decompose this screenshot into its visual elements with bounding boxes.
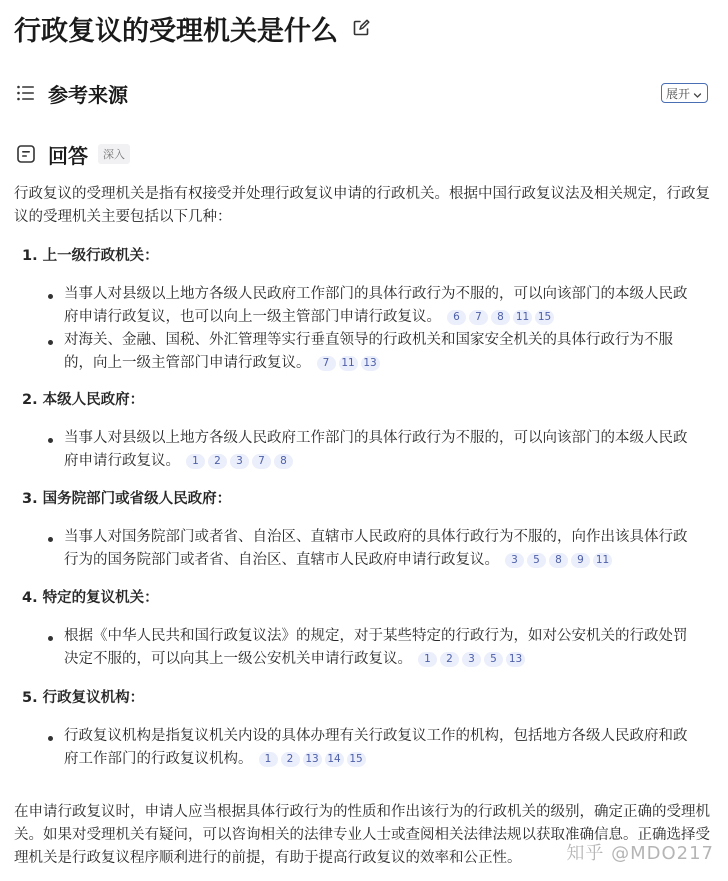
- section-heading: 1. 上一级行政机关：: [22, 248, 159, 264]
- answer-header: [16, 139, 130, 169]
- citation-group: [317, 355, 383, 371]
- citation-badge[interactable]: 7: [317, 356, 336, 371]
- section-heading: 4. 特定的复议机关：: [22, 590, 159, 606]
- citation-group: [418, 651, 528, 667]
- citation-group: [186, 453, 296, 469]
- list-item: 对海关、金融、国税、外汇管理等实行垂直领导的行政机关和国家安全机关的具体行政行为不服的，向上一级主管部门申请行政复议。 7 11 13: [64, 332, 673, 371]
- list-item: 根据《中华人民共和国行政复议法》的规定，对于某些特定的行政行为，如对公安机关的行政处罚决定不服的，可以向其上一级公安机关申请行政复议。 1 2 3 5 13: [64, 628, 688, 667]
- citation-badge[interactable]: 5: [484, 652, 503, 667]
- citation-group: [505, 552, 615, 568]
- list-item: 当事人对县级以上地方各级人民政府工作部门的具体行政行为不服的，可以向该部门的本级人民政府申请行政复议。 1 2 3 7 8: [64, 430, 688, 469]
- page-title: 行政复议的受理机关是什么: [14, 15, 338, 47]
- deep-tag: 深入: [98, 144, 130, 164]
- expand-label: 展开: [665, 86, 690, 101]
- citation-badge[interactable]: 3: [505, 553, 524, 568]
- citation-group: [447, 309, 557, 325]
- citation-badge[interactable]: 6: [447, 310, 466, 325]
- citation-group: [259, 751, 369, 767]
- expand-button[interactable]: [661, 83, 708, 103]
- title-row: [14, 8, 370, 48]
- section-heading: 3. 国务院部门或省级人民政府：: [22, 491, 232, 507]
- citation-badge[interactable]: 15: [347, 752, 366, 767]
- citation-badge[interactable]: 2: [281, 752, 300, 767]
- citation-badge[interactable]: 3: [230, 454, 249, 469]
- list-item: 当事人对国务院部门或者省、自治区、直辖市人民政府的具体行政行为不服的，向作出该具体行政行为的国务院部门或者省、自治区、直辖市人民政府申请行政复议。 3 5 8 9 11: [64, 529, 688, 568]
- citation-badge[interactable]: 5: [527, 553, 546, 568]
- citation-badge[interactable]: 3: [462, 652, 481, 667]
- section-heading: 5. 行政复议机构：: [22, 690, 145, 706]
- citation-badge[interactable]: 8: [549, 553, 568, 568]
- citation-badge[interactable]: 11: [339, 356, 358, 371]
- list-icon: [16, 83, 36, 103]
- citation-badge[interactable]: 9: [571, 553, 590, 568]
- document-icon: [16, 144, 36, 164]
- sources-header: [16, 78, 710, 108]
- citation-badge[interactable]: 1: [418, 652, 437, 667]
- section-heading: 2. 本级人民政府：: [22, 392, 145, 408]
- citation-badge[interactable]: 11: [513, 310, 532, 325]
- citation-badge[interactable]: 2: [208, 454, 227, 469]
- answer-title: 回答: [48, 143, 88, 168]
- citation-badge[interactable]: 13: [303, 752, 322, 767]
- answer-conclusion: 在申请行政复议时，申请人应当根据具体行政行为的性质和作出该行为的行政机关的级别，确定正确的受理机关。如果对受理机关有疑问，可以咨询相关的法律专业人士或查阅相关法律法规以获取准确信息。正确选择受理机关是行政复议程序顺利进行的前提，有助于提高行政复议的效率和公正性。: [14, 804, 710, 866]
- list-item: 当事人对县级以上地方各级人民政府工作部门的具体行政行为不服的，可以向该部门的本级人民政府申请行政复议，也可以向上一级主管部门申请行政复议。 6 7 8 11 15: [64, 286, 688, 325]
- chevron-down-icon: [693, 89, 702, 98]
- list-item: 行政复议机构是指复议机关内设的具体办理有关行政复议工作的机构，包括地方各级人民政府和政府工作部门的行政复议机构。 1 2 13 14 15: [64, 728, 688, 767]
- citation-badge[interactable]: 8: [274, 454, 293, 469]
- citation-badge[interactable]: 7: [252, 454, 271, 469]
- watermark: 知乎 @MDO217: [566, 843, 714, 864]
- citation-badge[interactable]: 13: [506, 652, 525, 667]
- sources-title: 参考来源: [48, 82, 128, 107]
- citation-badge[interactable]: 13: [361, 356, 380, 371]
- citation-badge[interactable]: 1: [259, 752, 278, 767]
- citation-badge[interactable]: 7: [469, 310, 488, 325]
- citation-badge[interactable]: 14: [325, 752, 344, 767]
- citation-badge[interactable]: 11: [593, 553, 612, 568]
- citation-badge[interactable]: 2: [440, 652, 459, 667]
- edit-icon[interactable]: [352, 19, 370, 37]
- answer-intro: 行政复议的受理机关是指有权接受并处理行政复议申请的行政机关。根据中国行政复议法及相关规定，行政复议的受理机关主要包括以下几种：: [14, 186, 710, 225]
- citation-badge[interactable]: 1: [186, 454, 205, 469]
- citation-badge[interactable]: 15: [535, 310, 554, 325]
- citation-badge[interactable]: 8: [491, 310, 510, 325]
